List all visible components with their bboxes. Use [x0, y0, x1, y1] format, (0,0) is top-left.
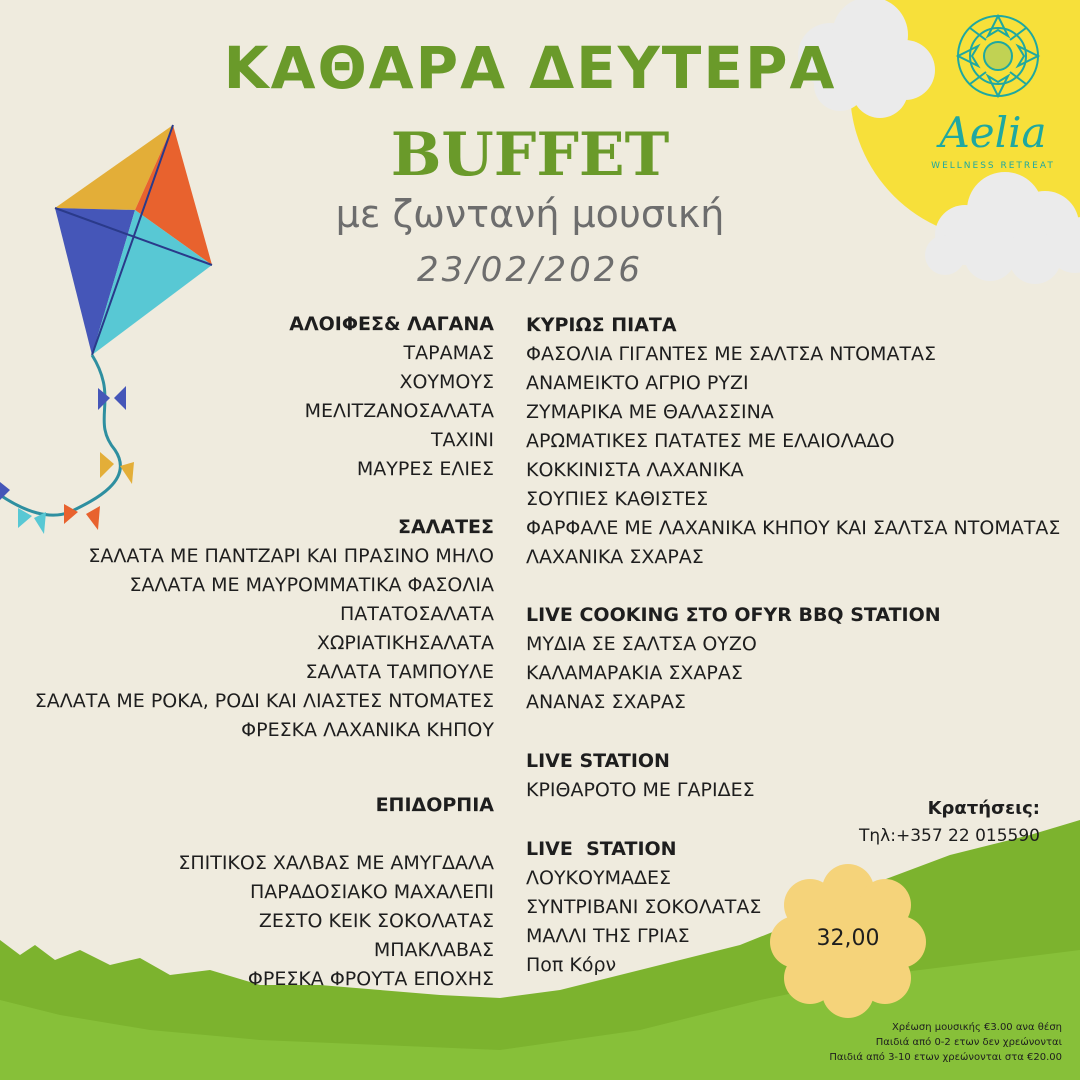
menu-item: ΠΑΡΑΔΟΣΙΑΚΟ ΜΑΧΑΛΕΠΙ	[249, 881, 494, 903]
section-title-aloifes: ΑΛΟΙΦΕΣ& ΛΑΓΑΝΑ	[289, 313, 494, 335]
menu-item: ΑΝΑΜΕΙΚΤΟ ΑΓΡΙΟ ΡΥΖΙ	[526, 372, 749, 394]
menu-item: ΣΑΛΑΤΑ ΤΑΜΠΟΥΛΕ	[305, 661, 494, 683]
menu-item: ΤΑΡΑΜΑΣ	[403, 342, 494, 364]
buffet-subtitle: BUFFET	[390, 120, 670, 190]
note-children-free: Παιδιά από 0-2 ετων δεν χρεώνονται	[875, 1037, 1062, 1048]
section-title-live-cooking: LIVE COOKING ΣΤΟ OFYR BBQ STATION	[526, 604, 941, 626]
menu-item: ΧΟΥΜΟΥΣ	[399, 371, 494, 393]
menu-item: ΧΩΡΙΑΤΙΚΗΣΑΛΑΤΑ	[316, 632, 494, 654]
note-music-charge: Χρέωση μουσικής €3.00 ανα θέση	[891, 1022, 1062, 1033]
menu-item: ΑΡΩΜΑΤΙΚΕΣ ΠΑΤΑΤΕΣ ΜΕ ΕΛΑΙΟΛΑΔΟ	[526, 430, 895, 452]
menu-item: ΣΟΥΠΙΕΣ ΚΑΘΙΣΤΕΣ	[526, 488, 709, 510]
section-title-epidorpia: ΕΠΙΔΟΡΠΙΑ	[375, 794, 494, 816]
menu-item: ΛΑΧΑΝΙΚΑ ΣΧΑΡΑΣ	[526, 546, 704, 568]
menu-item: ΚΟΚΚΙΝΙΣΤΑ ΛΑΧΑΝΙΚΑ	[526, 459, 744, 481]
page-title: ΚΑΘΑΡΑ ΔΕΥΤΕΡΑ	[223, 34, 837, 102]
menu-item: ΦΡΕΣΚΑ ΛΑΧΑΝΙΚΑ ΚΗΠΟΥ	[241, 719, 494, 741]
menu-item: ΜΥΔΙΑ ΣΕ ΣΑΛΤΣΑ ΟΥΖΟ	[526, 633, 757, 655]
menu-item: ΦΑΣΟΛΙΑ ΓΙΓΑΝΤΕΣ ΜΕ ΣΑΛΤΣΑ ΝΤΟΜΑΤΑΣ	[526, 343, 937, 365]
menu-item: ΛΟΥΚΟΥΜΑΔΕΣ	[526, 867, 671, 889]
menu-item: ΜΠΑΚΛΑΒΑΣ	[373, 939, 494, 961]
menu-item: ΠΑΤΑΤΟΣΑΛΑΤΑ	[339, 603, 494, 625]
section-title-live-station-dessert: LIVE STATION	[526, 838, 677, 860]
menu-item: ΖΕΣΤΟ ΚΕΙΚ ΣΟΚΟΛΑΤΑΣ	[258, 910, 494, 932]
menu-item: ΣΠΙΤΙΚΟΣ ΧΑΛΒΑΣ ΜΕ ΑΜΥΓΔΑΛΑ	[178, 852, 494, 874]
menu-item: ΑΝΑΝΑΣ ΣΧΑΡΑΣ	[526, 691, 686, 713]
event-date: 23/02/2026	[417, 250, 643, 290]
menu-item: ΣΑΛΑΤΑ ΜΕ ΡΟΚΑ, ΡΟΔΙ ΚΑΙ ΛΙΑΣΤΕΣ ΝΤΟΜΑΤΕΣ	[34, 690, 494, 712]
menu-item: ΜΕΛΙΤΖΑΝΟΣΑΛΑΤΑ	[304, 400, 494, 422]
menu-item: ΜΑΛΛΙ ΤΗΣ ΓΡΙΑΣ	[526, 925, 690, 947]
menu-item: ΣΑΛΑΤΑ ΜΕ ΜΑΥΡΟΜΜΑΤΙΚΑ ΦΑΣΟΛΙΑ	[129, 574, 494, 596]
reservations-phone[interactable]: Τηλ:+357 22 015590	[859, 826, 1040, 846]
section-title-kyrios: ΚΥΡΙΩΣ ΠΙΑΤΑ	[526, 314, 677, 336]
menu-item: ΦΑΡΦΑΛΕ ΜΕ ΛΑΧΑΝΙΚΑ ΚΗΠΟΥ ΚΑΙ ΣΑΛΤΣΑ ΝΤΟΜΑΤΑΣ	[526, 517, 1061, 539]
note-children-price: Παιδιά από 3-10 ετων χρεώνονται στα €20.00	[829, 1052, 1062, 1063]
menu-item: Ποπ Κόρν	[526, 954, 617, 976]
menu-item: ΣΥΝΤΡΙΒΑΝΙ ΣΟΚΟΛΑΤΑΣ	[526, 896, 762, 918]
reservations-label: Κρατήσεις:	[927, 798, 1040, 819]
section-title-live-station: LIVE STATION	[526, 750, 670, 772]
menu-item: ΦΡΕΣΚΑ ΦΡΟΥΤΑ ΕΠΟΧΗΣ	[247, 968, 494, 990]
price-value: 32,00	[816, 926, 880, 951]
menu-item: ΜΑΥΡΕΣ ΕΛΙΕΣ	[356, 458, 494, 480]
section-title-salates: ΣΑΛΑΤΕΣ	[397, 516, 494, 538]
tagline: με ζωντανή μουσική	[335, 192, 725, 236]
menu-item: ΖΥΜΑΡΙΚΑ ΜΕ ΘΑΛΑΣΣΙΝΑ	[526, 401, 774, 423]
menu-item: ΚΡΙΘΑΡΟΤΟ ΜΕ ΓΑΡΙΔΕΣ	[526, 779, 755, 801]
menu-item: ΣΑΛΑΤΑ ΜΕ ΠΑΝΤΖΑΡΙ ΚΑΙ ΠΡΑΣΙΝΟ ΜΗΛΟ	[88, 545, 494, 567]
brand-subtitle: WELLNESS RETREAT	[931, 161, 1055, 171]
menu-item: ΤΑΧΙΝΙ	[430, 429, 494, 451]
brand-name: Aelia	[939, 108, 1047, 157]
menu-item: ΚΑΛΑΜΑΡΑΚΙΑ ΣΧΑΡΑΣ	[526, 662, 743, 684]
